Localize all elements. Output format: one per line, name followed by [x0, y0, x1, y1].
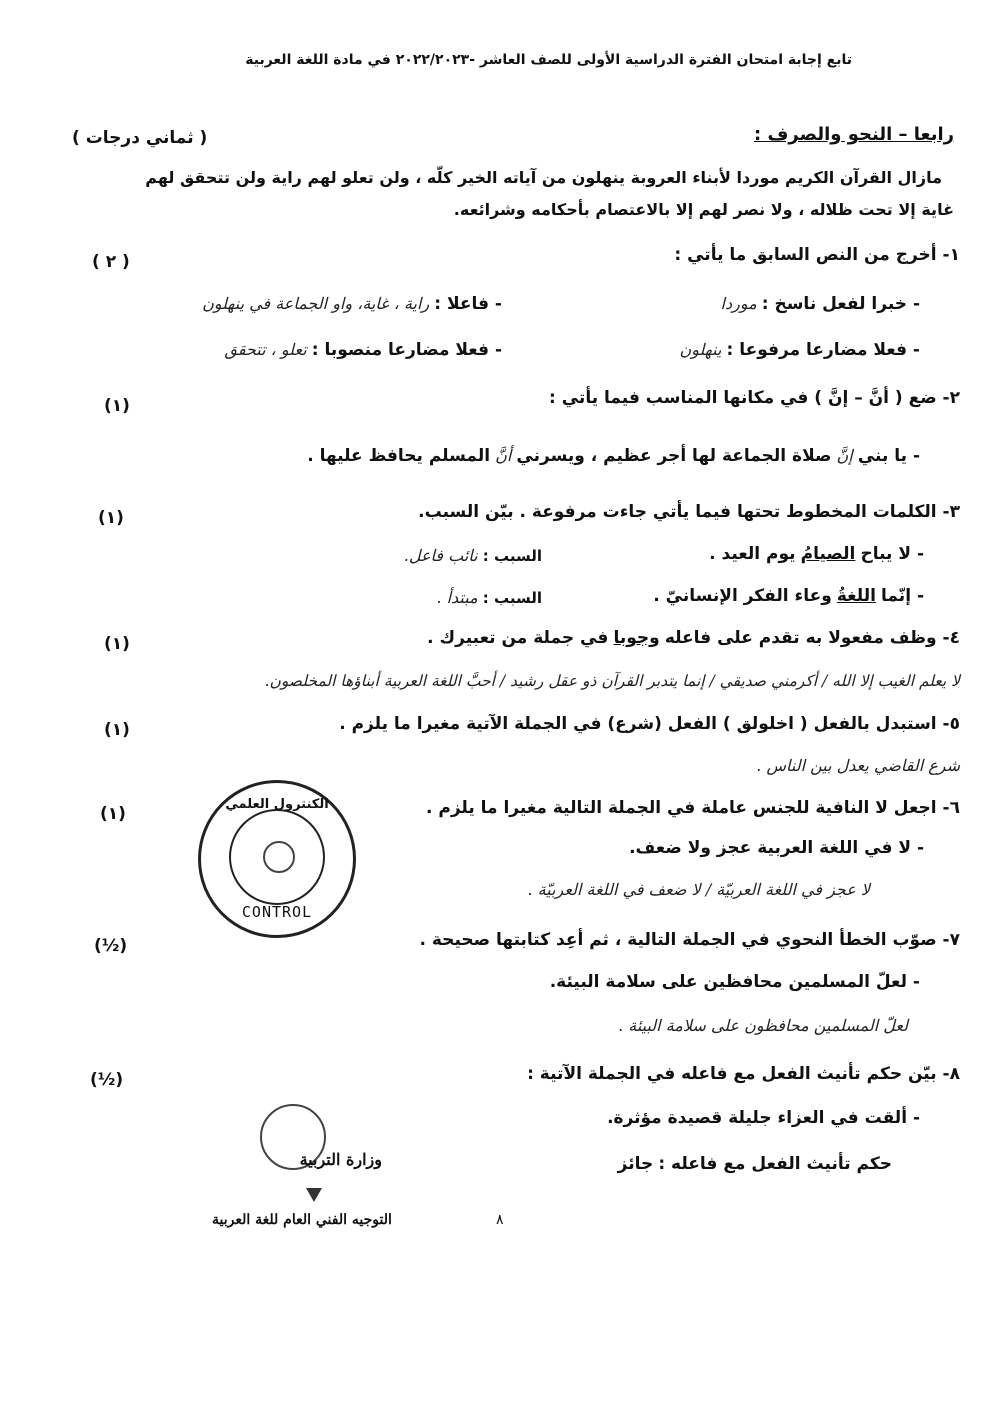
q3-sentence-1 [709, 544, 924, 564]
q2-sentence [307, 446, 920, 466]
q8-rule-answer: جائز [617, 1154, 654, 1174]
q3-reason-2 [436, 588, 542, 607]
q3-s1-word: الصيامُ [800, 544, 856, 564]
stamp-top-text: الكنترول العلمي [225, 797, 329, 812]
q8-text: ٨- بيّن حكم تأنيث الفعل مع فاعله في الجملة الآتية : [527, 1064, 960, 1084]
q3-s2-pre: - إنّما [881, 586, 924, 606]
q2-s2: صلاة الجماعة لها أجر عظيم ، ويسرني [516, 446, 832, 466]
q6-marks: (١) [100, 804, 126, 824]
q3-reason-1 [404, 546, 542, 565]
q3-reason-answer-1: نائب فاعل. [403, 546, 478, 565]
q4-text-start: ٤- وظف مفعولا به تقدم على فاعله [664, 628, 960, 648]
page-header: تابع إجابة امتحان الفترة الدراسية الأولى للصف العاشر -٢٠٢٢/٢٠٢٣ في مادة اللغة العربية [245, 52, 852, 68]
q7-marks: (½) [94, 936, 128, 956]
q1-item-a [721, 294, 920, 314]
ministry-name: وزارة التربية [299, 1150, 382, 1169]
q5-text: ٥- استبدل بالفعل ( اخلولق ) الفعل (شرع) في الجملة الآتية مغيرا ما يلزم . [339, 714, 960, 734]
control-stamp [198, 780, 356, 938]
q1-b-answer: راية ، غاية، واو الجماعة في ينهلون [202, 294, 430, 313]
q2-fill-1: إنَّ [836, 446, 853, 465]
q8-sentence: - ألقت في العزاء جليلة قصيدة مؤثرة. [607, 1108, 920, 1128]
ministry-caption: التوجيه الفني العام للغة العربية [212, 1212, 392, 1228]
q5-marks: (١) [104, 720, 130, 740]
q4-marks: (١) [104, 634, 130, 654]
q2-fill-2: أنَّ [495, 446, 512, 465]
q7-text: ٧- صوّب الخطأ النحوي في الجملة التالية ، ثم أعِد كتابتها صحيحة . [419, 930, 960, 950]
section-marks: ( ثماني درجات ) [72, 128, 208, 148]
q3-reason-answer-2: مبتدأ . [436, 588, 478, 607]
q5-answer: شرع القاضي يعدل بين الناس . [756, 756, 960, 775]
q1-a-label: - خبرا لفعل ناسخ : [761, 294, 920, 314]
q1-c-answer: ينهلون [679, 340, 722, 359]
q1-text: ١- أخرج من النص السابق ما يأتي : [674, 245, 960, 265]
q6-text: ٦- اجعل لا النافية للجنس عاملة في الجملة التالية مغيرا ما يلزم . [426, 798, 960, 818]
q3-marks: (١) [98, 508, 124, 528]
q2-s1: - يا بني [857, 446, 920, 466]
q3-s1-post: يوم العيد . [709, 544, 796, 564]
q3-s2-word: اللغةُ [836, 586, 876, 606]
q2-marks: (١) [104, 396, 130, 416]
q4-text-underlined: وجوبا [613, 628, 660, 648]
emblem-icon [263, 841, 295, 873]
stamp-bottom-text: CONTROL [241, 903, 313, 921]
q3-sentence-2 [653, 586, 924, 606]
q3-reason-label-2: السبب : [482, 589, 542, 607]
q8-rule [618, 1154, 892, 1174]
q1-c-label: - فعلا مضارعا مرفوعا : [726, 340, 920, 360]
section-title: رابعا – النحو والصرف : [754, 124, 954, 145]
passage-line-1: مازال القرآن الكريم موردا لأبناء العروبة ينهلون من آياته الخير كلّه ، ولن تعلو لهم راية ولن تتحقق لهم [145, 168, 942, 187]
q1-item-d [225, 340, 502, 360]
q7-sentence: - لعلّ المسلمين محافظين على سلامة البيئة. [549, 972, 920, 992]
q4-answer: لا يعلم الغيب إلا الله / أكرمني صديقي / إنما يتدبر القرآن ذو عقل رشيد / أحبَّ اللغة العربية أبناؤها المخلصون. [264, 672, 960, 690]
passage-line-2: غاية إلا تحت ظلاله ، ولا نصر لهم إلا بالاعتصام بأحكامه وشرائعه. [453, 200, 954, 219]
q1-d-label: - فعلا مضارعا منصوبا : [311, 340, 502, 360]
page-number: ٨ [496, 1212, 504, 1228]
q1-item-b [202, 294, 502, 314]
q6-sentence: - لا في اللغة العربية عجز ولا ضعف. [629, 838, 924, 858]
q8-rule-label: حكم تأنيث الفعل مع فاعله : [658, 1154, 892, 1174]
q2-text: ٢- ضع ( أنَّ – إنَّ ) في مكانها المناسب فيما يأتي : [549, 388, 960, 408]
ministry-seal-mark [306, 1188, 322, 1202]
q1-a-answer: موردا [720, 294, 757, 313]
q1-marks: ( ٢ ) [92, 252, 130, 272]
q6-answer: لا عجز في اللغة العربيّة / لا ضعف في اللغة العربيّة . [527, 880, 870, 899]
q3-s1-pre: - لا يباح [860, 544, 924, 564]
q1-b-label: - فاعلا : [434, 294, 502, 314]
q1-d-answer: تعلو ، تتحقق [224, 340, 307, 359]
q7-answer: لعلّ المسلمين محافظون على سلامة البيئة . [618, 1016, 908, 1035]
q3-text: ٣- الكلمات المخطوط تحتها فيما يأتي جاءت مرفوعة . بيّن السبب. [418, 502, 960, 522]
ministry-seal [210, 1100, 390, 1210]
q4-text [427, 628, 960, 648]
q4-text-end: في جملة من تعبيرك . [427, 628, 609, 648]
q3-reason-label-1: السبب : [482, 547, 542, 565]
q8-marks: (½) [90, 1070, 124, 1090]
q1-item-c [679, 340, 920, 360]
q3-s2-post: وعاء الفكر الإنسانيّ . [653, 586, 832, 606]
q2-s3: المسلم يحافظ عليها . [307, 446, 491, 466]
